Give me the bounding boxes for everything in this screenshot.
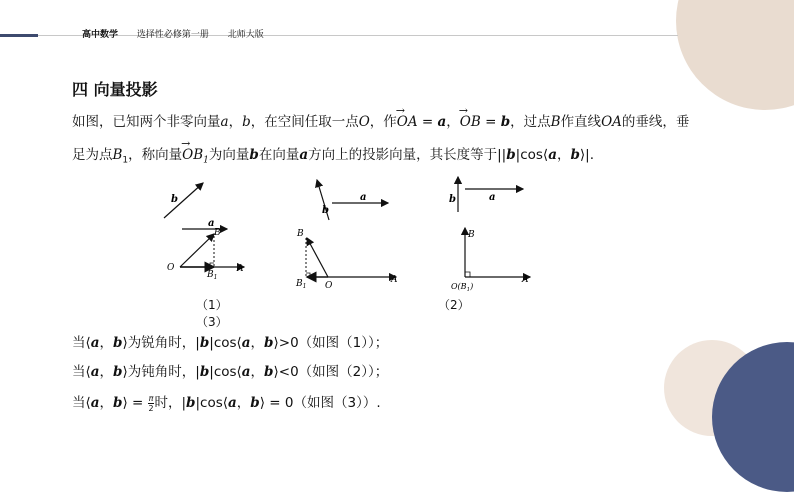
vector-b: b: [264, 364, 274, 380]
vector-b: b: [500, 114, 511, 130]
text: ⟩ = 0（如图（3））.: [259, 395, 381, 411]
text: =: [480, 114, 501, 130]
section-title: 四 向量投影: [72, 80, 158, 99]
label-b: b: [449, 194, 456, 205]
paragraph-line-1: [72, 110, 689, 130]
vector-b: b: [570, 147, 580, 163]
text: ，: [250, 335, 265, 351]
header-subject: 高中数学: [82, 30, 119, 40]
vector-b: b: [113, 395, 123, 411]
condition-acute: [72, 331, 388, 351]
label-B: B: [214, 228, 221, 238]
fraction-denominator: 2: [148, 403, 154, 413]
text: =: [417, 114, 438, 130]
point-O: O: [358, 114, 370, 130]
text: ，: [228, 114, 243, 130]
text: ⟩|.: [579, 147, 594, 163]
point-B: B: [550, 114, 561, 130]
text: ⟩为锐角时，|: [122, 335, 200, 351]
vector-a: a: [90, 364, 100, 380]
text: 为向量: [208, 147, 250, 163]
label-B: B: [468, 230, 475, 240]
text: ，: [99, 335, 114, 351]
label-B1: $B_1$: [207, 270, 218, 281]
header-edition: 北师大版: [227, 30, 264, 40]
text: 时，|: [154, 395, 187, 411]
text: 作直线: [560, 114, 602, 130]
text: ，在空间任取一点: [250, 114, 359, 130]
point-B1: B: [112, 147, 123, 163]
vector-b: b: [186, 395, 196, 411]
text: ，: [250, 364, 265, 380]
vector-a: a: [299, 147, 309, 163]
text: 如图，已知两个非零向量: [72, 114, 221, 130]
paragraph-line-2: [72, 143, 594, 166]
vector-b: b: [264, 335, 274, 351]
text: 足为点: [72, 147, 113, 163]
header-accent-bar: [0, 34, 38, 37]
page-header: [82, 27, 280, 40]
text: 当⟨: [72, 364, 91, 380]
vector-b: b: [113, 364, 123, 380]
label-b: b: [171, 194, 178, 205]
figure-obtuse-svg: [292, 176, 407, 291]
text: 的垂线，垂: [621, 114, 690, 130]
condition-obtuse: [72, 360, 388, 380]
vector-OB: [180, 234, 214, 267]
text: |cos⟨: [515, 147, 549, 163]
text: 方向上的投影向量，其长度等于||: [308, 147, 507, 163]
vector-a: a: [228, 395, 237, 411]
vector-a: a: [90, 395, 100, 411]
vector-b: b: [113, 335, 123, 351]
vector-b: b: [199, 335, 210, 351]
vector-b: b: [250, 395, 260, 411]
vector-b: b: [506, 147, 516, 163]
text: 当⟨: [72, 335, 91, 351]
figure-obtuse: [292, 176, 407, 291]
text: ⟩>0（如图（1））；: [273, 335, 389, 351]
label-O: O: [325, 281, 333, 291]
var-a: a: [220, 114, 229, 130]
text: 在向量: [258, 147, 300, 163]
vector-a: a: [241, 335, 251, 351]
caption-figure-1: （1）: [196, 298, 228, 312]
text: ，: [446, 114, 460, 130]
vector-a: a: [548, 147, 557, 163]
fraction-numerator: π: [148, 393, 154, 403]
vector-a: a: [90, 335, 100, 351]
text: 当⟨: [72, 395, 91, 411]
figure-acute: [160, 178, 270, 283]
label-O: O: [167, 263, 175, 273]
text: ，: [99, 364, 114, 380]
figure-right-angle-svg: [446, 172, 541, 292]
text: |cos⟨: [209, 364, 242, 380]
label-O-B1: $O(B_1)$: [451, 282, 474, 293]
label-B1: $B_1$: [296, 279, 307, 290]
label-a: a: [360, 192, 367, 203]
figure-right-angle: [446, 172, 541, 292]
line-OA: OA: [601, 114, 622, 130]
text: ⟩为钝角时，|: [122, 364, 200, 380]
text: |cos⟨: [195, 395, 229, 411]
vector-OA: → OA: [397, 114, 418, 130]
label-a: a: [208, 218, 215, 229]
text: ，: [236, 395, 251, 411]
right-angle-mark: [465, 272, 470, 277]
text: ，: [99, 395, 114, 411]
subscript: 1: [122, 155, 129, 166]
label-A: A: [522, 275, 529, 285]
caption-figure-2: （2）: [438, 298, 470, 312]
vector-OB1-label: OB: [182, 147, 204, 163]
vector-b: b: [199, 364, 210, 380]
text: ，过点: [510, 114, 551, 130]
vector-a: a: [437, 114, 447, 130]
label-B: B: [297, 229, 304, 239]
var-b: b: [242, 114, 251, 130]
text: ，作: [369, 114, 397, 130]
text: ⟩ =: [122, 395, 148, 411]
label-a: a: [489, 192, 496, 203]
vector-OB: → OB: [460, 114, 481, 130]
subscript: 1: [203, 155, 209, 166]
text: |cos⟨: [209, 335, 242, 351]
label-A: A: [391, 275, 398, 285]
vector-b: b: [249, 147, 259, 163]
vector-OB1: [182, 147, 209, 166]
text: ，: [556, 147, 571, 163]
label-A: A: [237, 264, 244, 274]
decorative-circle-top-right: [676, 0, 794, 110]
vector-b-free: [164, 183, 203, 218]
vector-OB: [307, 238, 328, 277]
header-book: 选择性必修第一册: [136, 30, 209, 40]
label-b: b: [322, 205, 329, 216]
vector-a: a: [241, 364, 251, 380]
caption-figure-3: （3）: [196, 315, 228, 329]
text: ，称向量: [128, 147, 183, 163]
condition-right: [72, 391, 381, 413]
text: ⟩<0（如图（2））；: [273, 364, 389, 380]
figure-acute-svg: [160, 178, 270, 283]
